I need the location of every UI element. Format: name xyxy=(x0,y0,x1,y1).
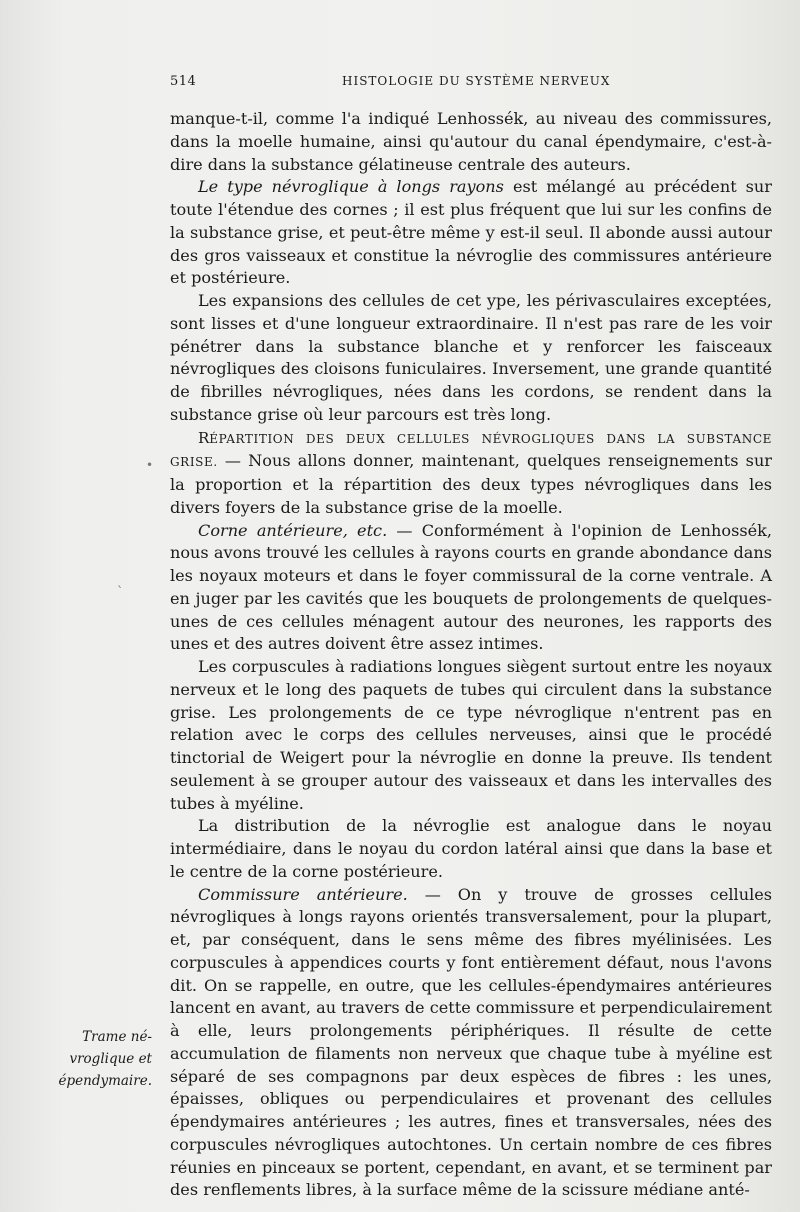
paragraph: Les corpuscules à radiations longues siègent surtout entre les noyaux nerveux et le long des paquets de tubes qui circulent dans la substance grise. Les prolongements de ce type névroglique n'entrent pas en relation avec le corps des cellules nerveuses, ainsi que le procédé tinctorial de Weigert pour la névroglie en donne la preuve. Ils tendent seulement à se grouper autour des vaisseaux et dans les intervalles des tubes à myéline. xyxy=(170,657,772,813)
margin-dash: ˋ xyxy=(117,585,124,600)
running-title: HISTOLOGIE DU SYSTÈME NERVEUX xyxy=(342,74,611,88)
margin-note-line: vroglique et xyxy=(69,1051,152,1067)
section-heading-initial: R xyxy=(198,428,210,447)
paragraph-text: est mélangé au précédent sur toute l'étendue des cornes ; il est plus fréquent que lui sur les confins de la substance grise, et peut-être même y est-il seul. Il abonde aussi autour des gros vaisseaux et constitue la névroglie des commissures antérieure et postérieure. xyxy=(170,177,772,288)
margin-note-line: épendymaire. xyxy=(58,1073,152,1089)
section-heading: ÉPARTITION DES DEUX CELLULES NÉVROGLIQUES DANS LA SUBSTANCE GRISE. xyxy=(170,431,772,470)
paragraph-text: — Nous allons donner, maintenant, quelques renseignements sur la proportion et la répartition des deux types névrogliques dans les divers foyers de la substance grise de la moelle. xyxy=(170,451,772,517)
paragraph xyxy=(170,884,772,1203)
margin-note-line: Trame né- xyxy=(82,1029,152,1045)
paragraph: Les expansions des cellules de cet ype, les périvasculaires exceptées, sont lisses et d'une longueur extraordinaire. Il n'est pas rare de les voir pénétrer dans la substance blanche et y renforcer les faisceaux névrogliques des cloisons funiculaires. Inversement, une grande quantité de fibrilles névrogliques, nées dans les cordons, se rendent dans la substance grise où leur parcours est très long. xyxy=(170,291,772,424)
italic-phrase: Corne antérieure, etc. xyxy=(198,520,388,540)
margin-note xyxy=(40,1026,152,1092)
body-text xyxy=(170,108,772,1202)
paragraph-text: — On y trouve de grosses cellules névrogliques à longs rayons orientés transversalement, pour la plupart, et, par conséquent, dans le sens même des fibres myélinisées. Les corpuscules à appendices courts y font entièrement défaut, nous l'avons dit. On se rappelle, en outre, que les cellules-épendymaires antérieures lancent en avant, au travers de cette commissure et perpendiculairement à elle, leurs prolongements périphériques. Il résulte de cette accumulation de filaments non nerveux que chaque tube à myéline est séparé de ses compagnons par deux espèces de fibres : les unes, épaisses, obliques ou perpendiculaires et provenant des cellules épendymaires antérieures ; les autres, fines et transversales, nées des corpuscules névrogliques autochtones. Un certain nombre de ces fibres réunies en pinceaux se portent, cependant, en avant, et se terminent par des renflements libres, à la surface même de la scissure médiane anté- xyxy=(170,884,772,1200)
paragraph xyxy=(170,427,772,520)
paragraph-text: — Conformément à l'opinion de Lenhossék, nous avons trouvé les cellules à rayons courts en grande abondance dans les noyaux moteurs et dans le foyer commissural de la corne ventrale. A en juger par les cavités que les bouquets de prolongements de quelques-unes de ces cellules ménagent autour des neurones, les rapports des unes et des autres doivent être assez intimes. xyxy=(170,520,773,654)
page-header xyxy=(170,74,770,94)
italic-phrase: Le type névroglique à longs rayons xyxy=(198,177,504,197)
margin-dot: • xyxy=(146,458,154,472)
italic-phrase: Commissure antérieure. xyxy=(198,884,408,904)
paragraph xyxy=(170,176,772,290)
paragraph: manque-t-il, comme l'a indiqué Lenhossék, au niveau des commissures, dans la moelle humaine, ainsi qu'autour du canal épendymaire, c'est-à-dire dans la substance gélatineuse centrale des auteurs. xyxy=(170,109,772,174)
paragraph xyxy=(170,520,772,657)
paragraph: La distribution de la névroglie est analogue dans le noyau intermédiaire, dans le noyau du cordon latéral ainsi que dans la base et le centre de la corne postérieure. xyxy=(170,816,772,881)
page-number: 514 xyxy=(170,74,197,89)
